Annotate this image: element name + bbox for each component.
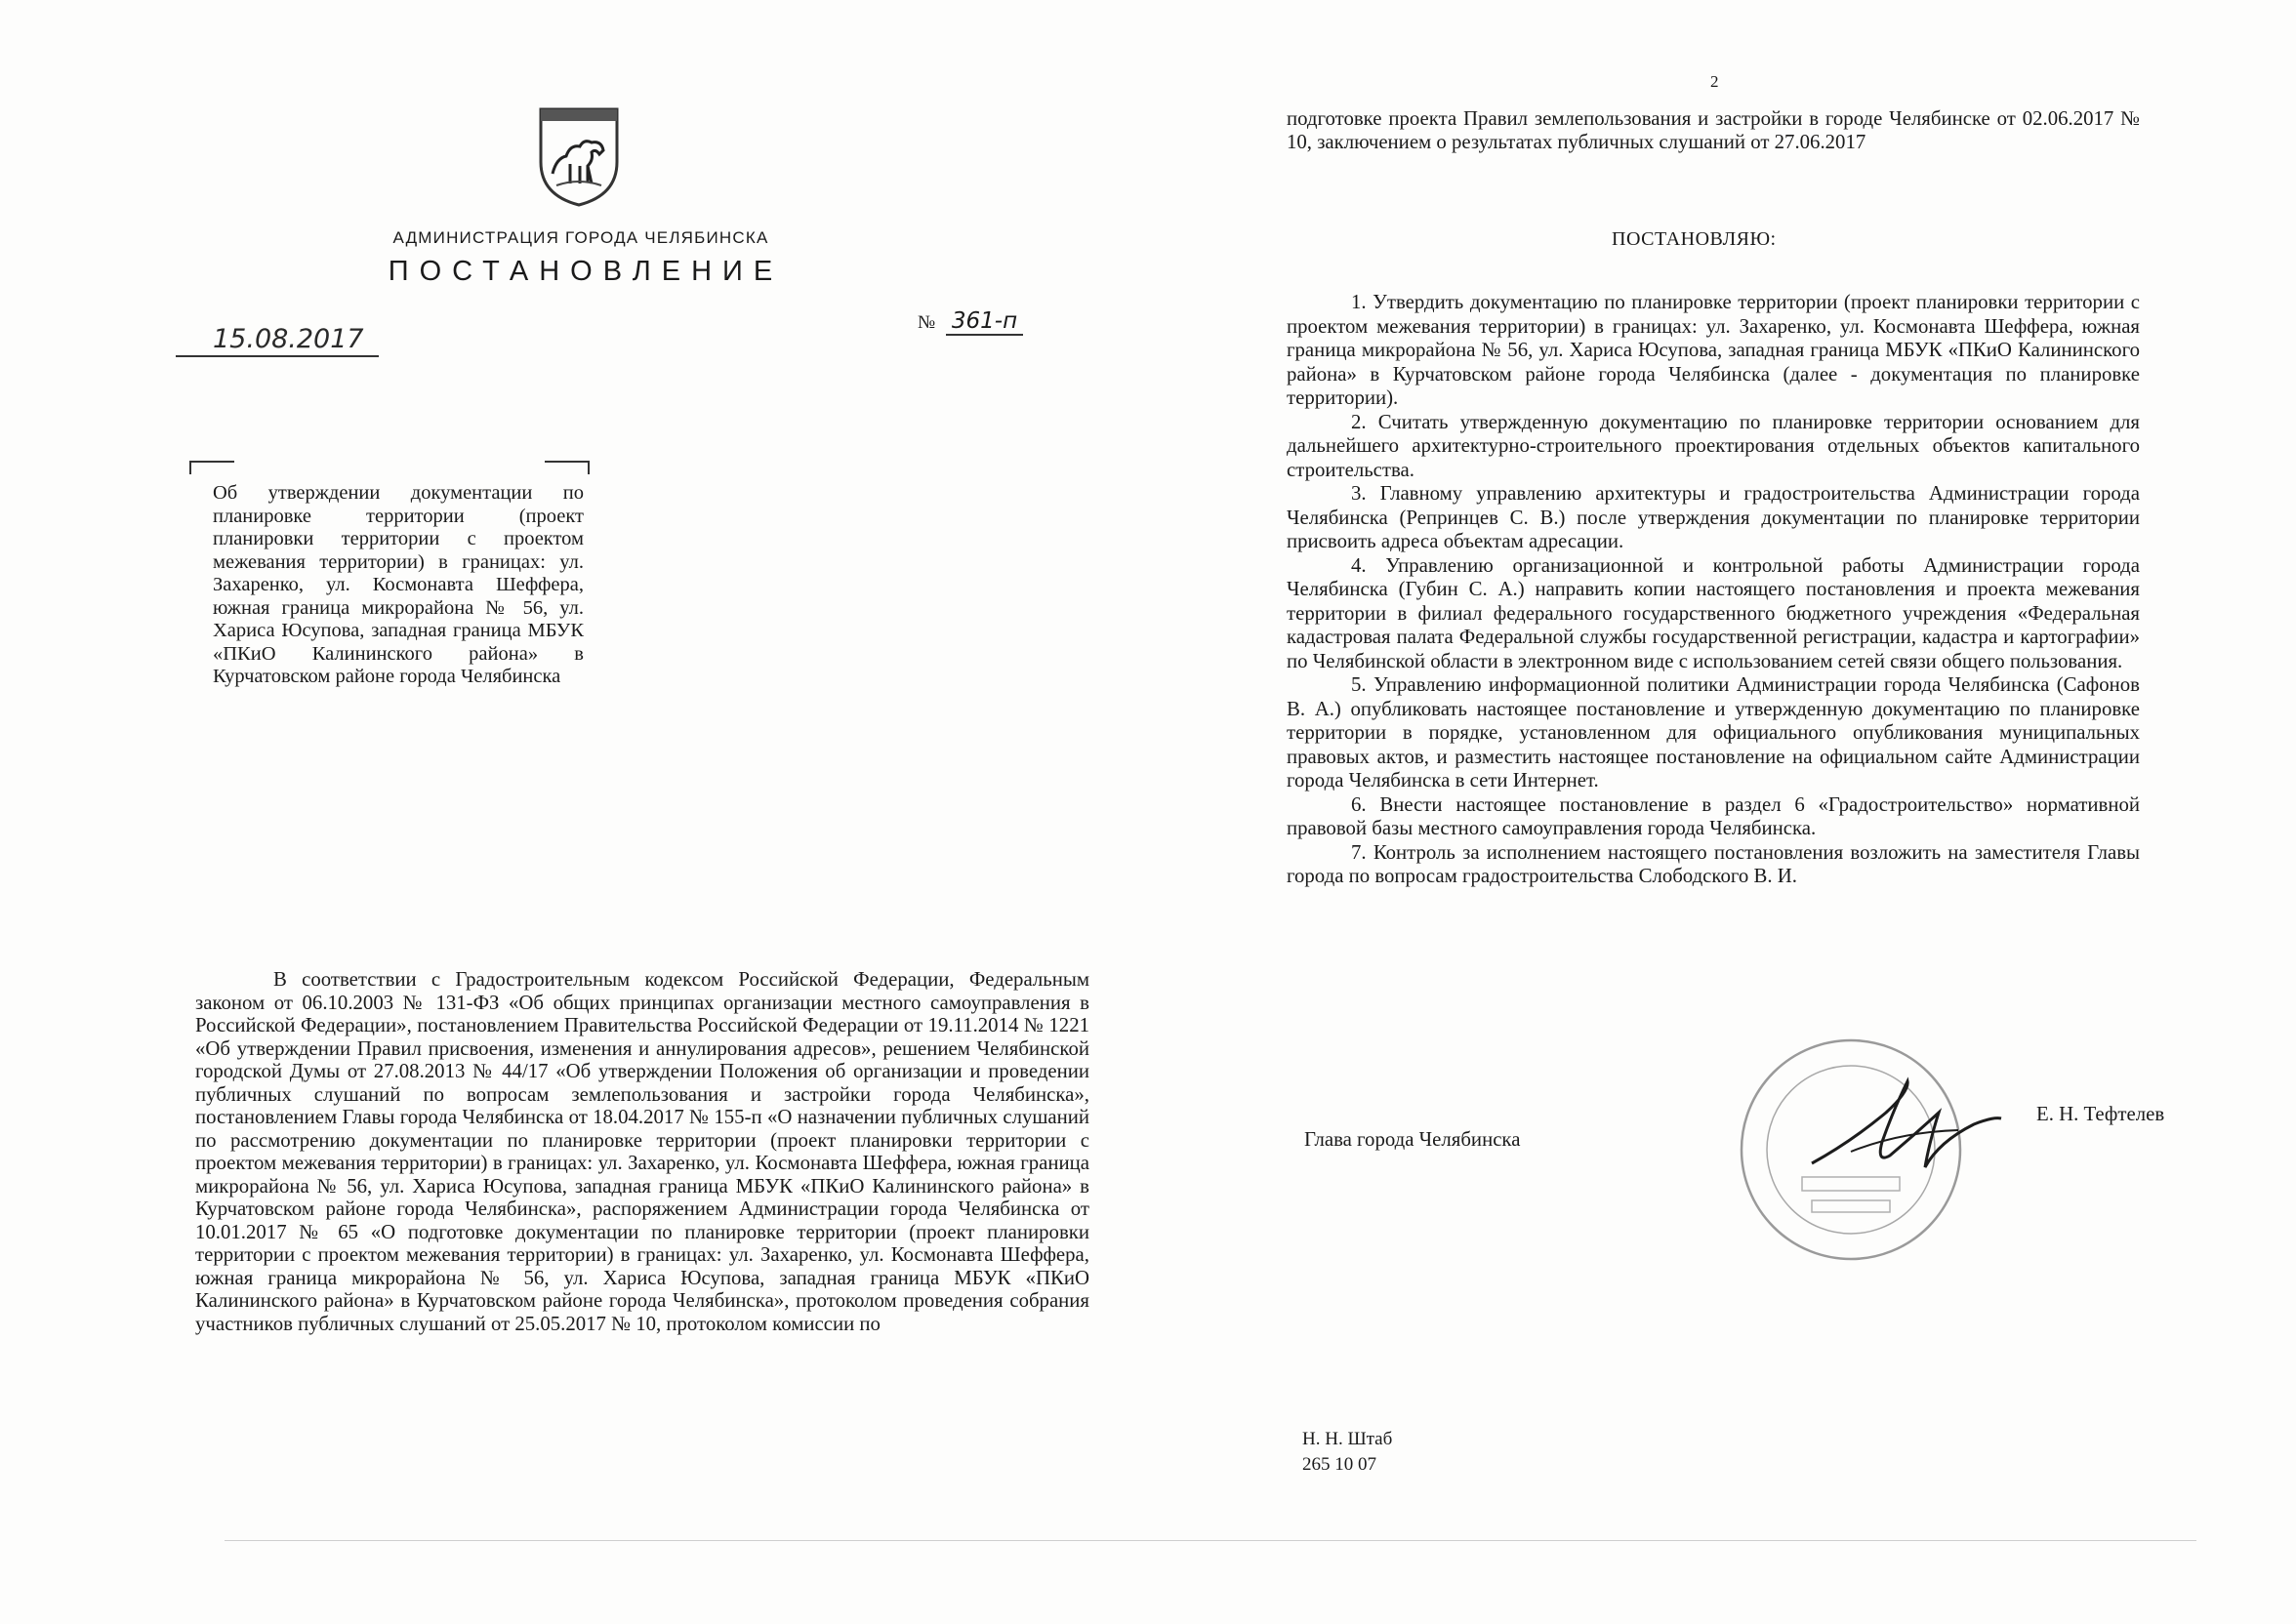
scan-bottom-line: [225, 1540, 2196, 1541]
document-type-title: ПОСТАНОВЛЕНИЕ: [388, 256, 784, 287]
executor-name: Н. Н. Штаб: [1302, 1429, 1393, 1449]
signatory-name: Е. Н. Тефтелев: [2036, 1103, 2165, 1125]
resolution-item: 1. Утвердить документацию по планировке территории (проект планировки территории с проектом межевания территории) в границах: ул. Захаренко, ул. Космонавта Шеффера, южная граница микрорайона № 56, ул. Хариса Юсупова, западная граница МБУК «ПКиО Калининского района» в Курчатовском районе города Челябинска (далее - документация по планировке территории).: [1287, 291, 2140, 409]
handwritten-signature-icon: [1792, 1074, 2007, 1191]
resolve-heading: ПОСТАНОВЛЯЮ:: [1612, 228, 1777, 250]
resolution-item: 5. Управлению информационной политики Администрации города Челябинска (Сафонов В. А.) опубликовать настоящее постановление и утвержденную документацию по планировке территории в порядке, установленном для официального опубликования муниципальных правовых актов, и разместить настоящее постановление на официальном сайте Администрации города Челябинска в сети Интернет.: [1287, 673, 2140, 792]
legal-basis-paragraph: В соответствии с Градостроительным кодексом Российской Федерации, Федеральным законом от 06.10.2003 № 131-ФЗ «Об общих принципах организации местного самоуправления в Российской Федерации», постановлением Правительства Российской Федерации от 19.11.2014 № 1221 «Об утверждении Правил присвоения, изменения и аннулирования адресов», решением Челябинской городской Думы от 27.08.2013 № 44/17 «Об утверждении Положения об организации и проведении публичных слушаний по вопросам землепользования и застройки города Челябинска», постановлением Главы города Челябинска от 18.04.2017 № 155-п «О назначении публичных слушаний по рассмотрению документации по планировке территории (проект планировки территории с проектом межевания территории) в границах: ул. Захаренко, ул. Космонавта Шеффера, южная граница микрорайона № 56, ул. Хариса Юсупова, западная граница МБУК «ПКиО Калининского района» в Курчатовском районе города Челябинска», распоряжением Администрации города Челябинска от 10.01.2017 № 65 «О подготовке документации по планировке территории (проект планировки территории с проектом межевания территории) в границах: ул. Захаренко, ул. Космонавта Шеффера, южная граница микрорайона № 56, ул. Хариса Юсупова, западная граница МБУК «ПКиО Калининского района» в Курчатовском районе города Челябинска», протоколом проведения собрания участников публичных слушаний от 25.05.2017 № 10, протоколом комиссии по: [195, 968, 1089, 1335]
date-underline: [176, 355, 379, 357]
resolution-item: 7. Контроль за исполнением настоящего постановления возложить на заместителя Главы города по вопросам градостроительства Слободского В. И.: [1287, 840, 2140, 887]
page-2: [1148, 0, 2296, 1624]
document-date: 15.08.2017: [213, 324, 364, 354]
executor-block: [1302, 1427, 1392, 1478]
resolution-item: 4. Управлению организационной и контрольной работы Администрации города Челябинска (Губин С. А.) направить копии настоящего постановления и проекта межевания территории в филиал федерального государственного бюджетного учреждения «Федеральная кадастровая палата Федеральной службы государственной регистрации, кадастра и картографии» по Челябинской области в электронном виде с использованием сетей связи общего пользования.: [1287, 553, 2140, 672]
signatory-position: Глава города Челябинска: [1304, 1128, 1521, 1151]
subject-bracket-left: [189, 461, 234, 474]
resolution-item: 6. Внести настоящее постановление в раздел 6 «Градостроительство» нормативной правовой базы местного самоуправления города Челябинска.: [1287, 792, 2140, 839]
document-number-value: 361-п: [946, 308, 1023, 336]
document-number: [918, 308, 1023, 334]
decree-subject: Об утверждении документации по планировке территории (проект планировки территории с проектом межевания территории) в границах: ул. Захаренко, ул. Космонавта Шеффера, южная граница микрорайона № 56, ул. Хариса Юсупова, западная граница МБУК «ПКиО Калининского района» в Курчатовском районе города Челябинска: [213, 482, 584, 687]
subject-bracket-right: [545, 461, 590, 474]
basis-continuation: подготовке проекта Правил землепользования и застройки в городе Челябинске от 02.06.2017 № 10, заключением о результатах публичных слушаний от 27.06.2017: [1287, 107, 2140, 153]
resolution-items: [1287, 291, 2140, 889]
chelyabinsk-coat-of-arms-icon: [527, 102, 631, 209]
number-sign: №: [918, 312, 936, 333]
executor-phone: 265 10 07: [1302, 1454, 1376, 1475]
resolution-item: 3. Главному управлению архитектуры и градостроительства Администрации города Челябинска (Репринцев С. В.) после утверждения документации по планировке территории присвоить адреса объектам адресации.: [1287, 482, 2140, 552]
page-number: 2: [1710, 72, 1719, 91]
resolution-item: 2. Считать утвержденную документацию по планировке территории основанием для дальнейшего архитектурно-строительного проектирования отдельных объектов капитального строительства.: [1287, 410, 2140, 481]
issuer-heading: АДМИНИСТРАЦИЯ ГОРОДА ЧЕЛЯБИНСКА: [392, 228, 769, 247]
